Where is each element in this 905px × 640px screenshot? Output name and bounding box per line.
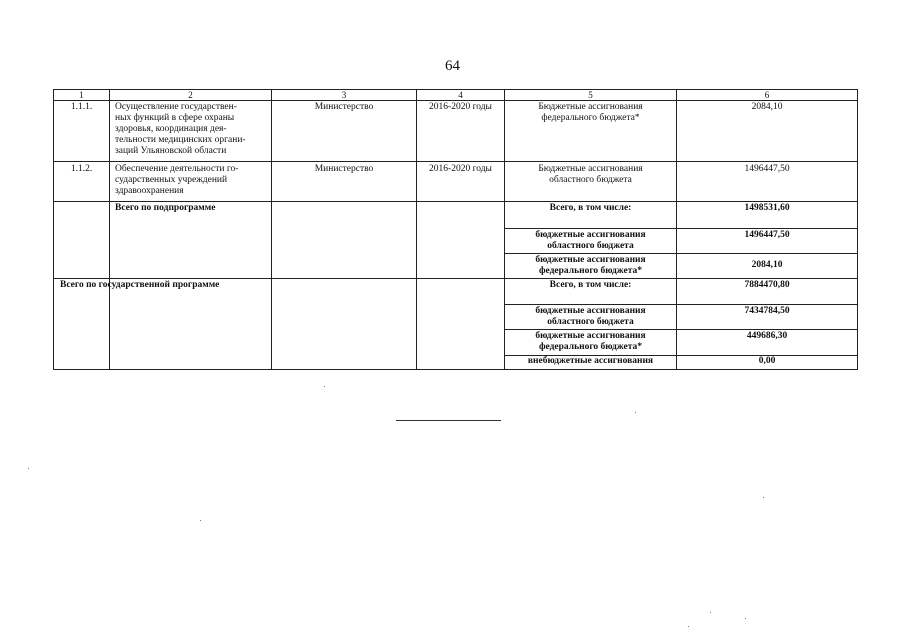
period: 2016-2020 годы [429, 102, 492, 112]
row-divider [505, 228, 857, 229]
extrabudgetary-source: внебюджетные ассигнования [527, 356, 654, 366]
scan-speck [745, 618, 746, 619]
extrabudgetary-amount: 0,00 [758, 356, 776, 366]
row-divider [54, 201, 857, 202]
period: 2016-2020 годы [429, 164, 492, 174]
amount: 2084,10 [751, 102, 783, 112]
col-divider [109, 90, 110, 369]
measure-name: Осуществление государствен- ных функций в сфере охраны здоровья, координация дея- тельности медицинских органи- заций Ульяновской области [115, 102, 246, 156]
row-divider [505, 253, 857, 254]
regional-amount: 7434784,50 [744, 306, 790, 316]
column-header-2: 2 [188, 90, 193, 100]
total-amount: 7884470,80 [744, 280, 790, 290]
funding-source: Бюджетные ассигнования областного бюджета [538, 164, 643, 185]
column-header-4: 4 [458, 90, 463, 100]
column-header-3: 3 [341, 90, 347, 100]
measure-name: Обеспечение деятельности го- сударственных учреждений здравоохранения [115, 164, 239, 196]
row-divider [505, 304, 857, 305]
budget-table [53, 89, 858, 370]
regional-source: бюджетные ассигнования областного бюджета [535, 306, 646, 327]
row-number: 1.1.2. [70, 164, 93, 174]
total-source: Всего, в том числе: [549, 280, 632, 290]
row-divider [54, 161, 857, 162]
col-divider [416, 90, 417, 369]
program-total-label: Всего по государственной программе [60, 280, 220, 290]
federal-source: бюджетные ассигнования федерального бюджета* [535, 331, 646, 352]
regional-amount: 1496447,50 [744, 230, 790, 240]
scan-speck [324, 386, 325, 387]
total-source: Всего, в том числе: [549, 203, 632, 213]
funding-source: Бюджетные ассигнования федерального бюджета* [538, 102, 643, 123]
page-number: 64 [445, 58, 460, 74]
federal-amount: 449686,30 [746, 331, 788, 341]
executor: Министерство [314, 164, 374, 174]
subprogram-total-label: Всего по подпрограмме [115, 203, 216, 213]
scan-speck [763, 497, 764, 498]
executor: Министерство [314, 102, 374, 112]
scan-speck [688, 626, 689, 627]
scan-speck [28, 468, 29, 469]
end-separator-line [396, 420, 501, 421]
amount: 1496447,50 [744, 164, 790, 174]
col-divider [504, 90, 505, 369]
row-divider [505, 329, 857, 330]
column-header-5: 5 [588, 90, 593, 100]
row-number: 1.1.1. [70, 102, 93, 112]
federal-amount: 2084,10 [751, 260, 783, 270]
federal-source: бюджетные ассигнования федерального бюджета* [535, 255, 646, 276]
row-divider [54, 278, 857, 279]
col-divider [271, 90, 272, 369]
scan-speck [710, 612, 711, 613]
scan-speck [635, 412, 636, 413]
regional-source: бюджетные ассигнования областного бюджета [535, 230, 646, 251]
column-header-1: 1 [79, 90, 84, 100]
column-header-6: 6 [764, 90, 770, 100]
total-amount: 1498531,60 [744, 203, 790, 213]
row-divider [54, 100, 857, 101]
scan-speck [200, 520, 201, 521]
